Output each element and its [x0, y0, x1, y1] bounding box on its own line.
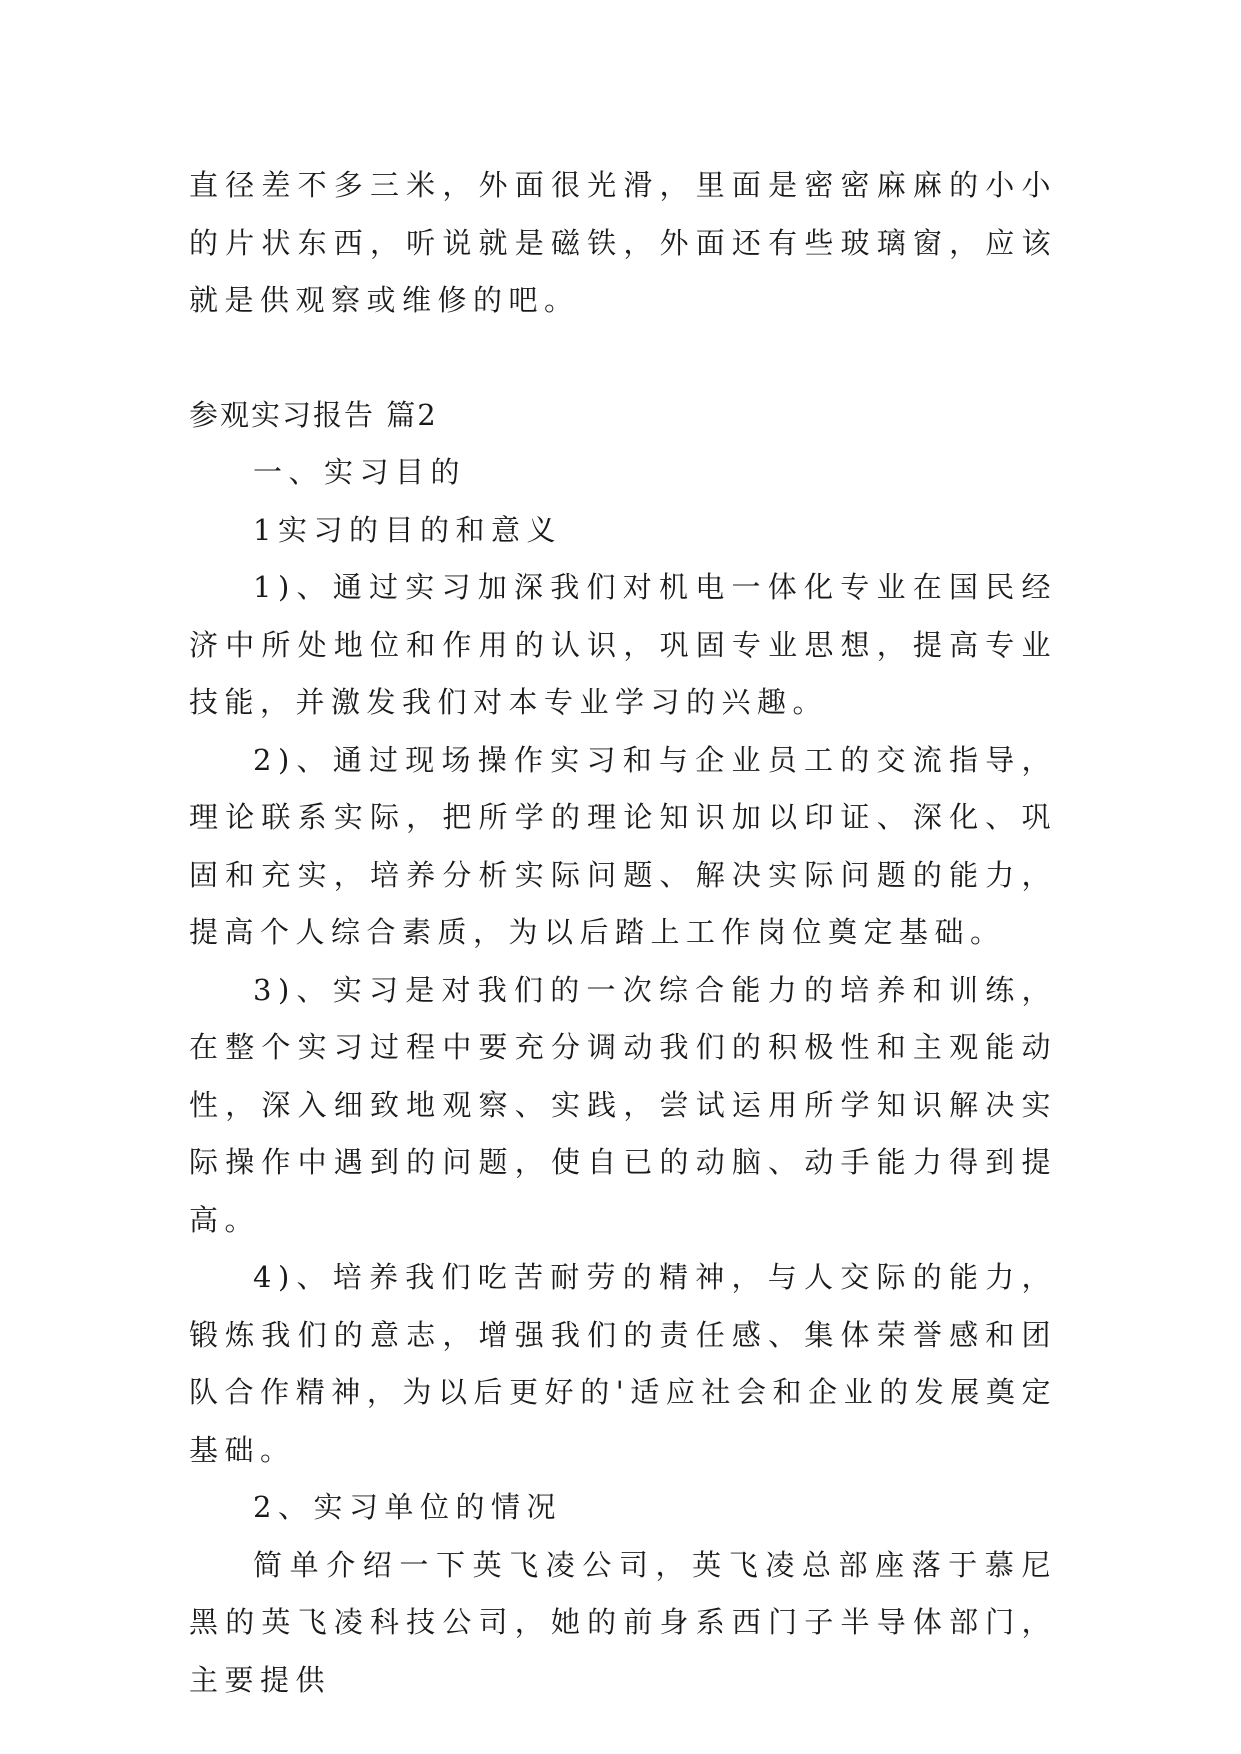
purpose-item-4: 4)、培养我们吃苦耐劳的精神，与人交际的能力，锻炼我们的意志，增强我们的责任感、集体荣誉感和团队合作精神，为以后更好的'适应社会和企业的发展奠定基础。 — [189, 1260, 1057, 1467]
company-intro-paragraph: 简单介绍一下英飞凌公司，英飞凌总部座落于慕尼黑的英飞凌科技公司，她的前身系西门子半导体部门，主要提供 — [189, 1547, 1057, 1697]
heading-company-info: 2、实习单位的情况 — [253, 1490, 562, 1524]
purpose-item-2: 2)、通过现场操作实习和与企业员工的交流指导，理论联系实际，把所学的理论知识加以印证、深化、巩固和充实，培养分析实际问题、解决实际问题的能力，提高个人综合素质，为以后踏上工作岗位奠定基础。 — [189, 742, 1057, 949]
heading-purpose-meaning: 1实习的目的和意义 — [253, 512, 562, 547]
heading-internship-purpose: 一、实习目的 — [253, 455, 467, 489]
document-body — [189, 157, 1057, 1709]
section-title: 参观实习报告 篇2 — [189, 397, 438, 432]
section-gap — [189, 330, 1057, 387]
purpose-item-3: 3)、实习是对我们的一次综合能力的培养和训练，在整个实习过程中要充分调动我们的积极性和主观能动性，深入细致地观察、实践，尝试运用所学知识解决实际操作中遇到的问题，使自已的动脑、动手能力得到提高。 — [189, 972, 1057, 1237]
purpose-item-1: 1)、通过实习加深我们对机电一体化专业在国民经济中所处地位和作用的认识，巩固专业思想，提高专业技能，并激发我们对本专业学习的兴趣。 — [189, 570, 1057, 719]
continued-paragraph: 直径差不多三米，外面很光滑，里面是密密麻麻的小小的片状东西，听说就是磁铁，外面还有些玻璃窗，应该就是供观察或维修的吧。 — [189, 168, 1057, 317]
